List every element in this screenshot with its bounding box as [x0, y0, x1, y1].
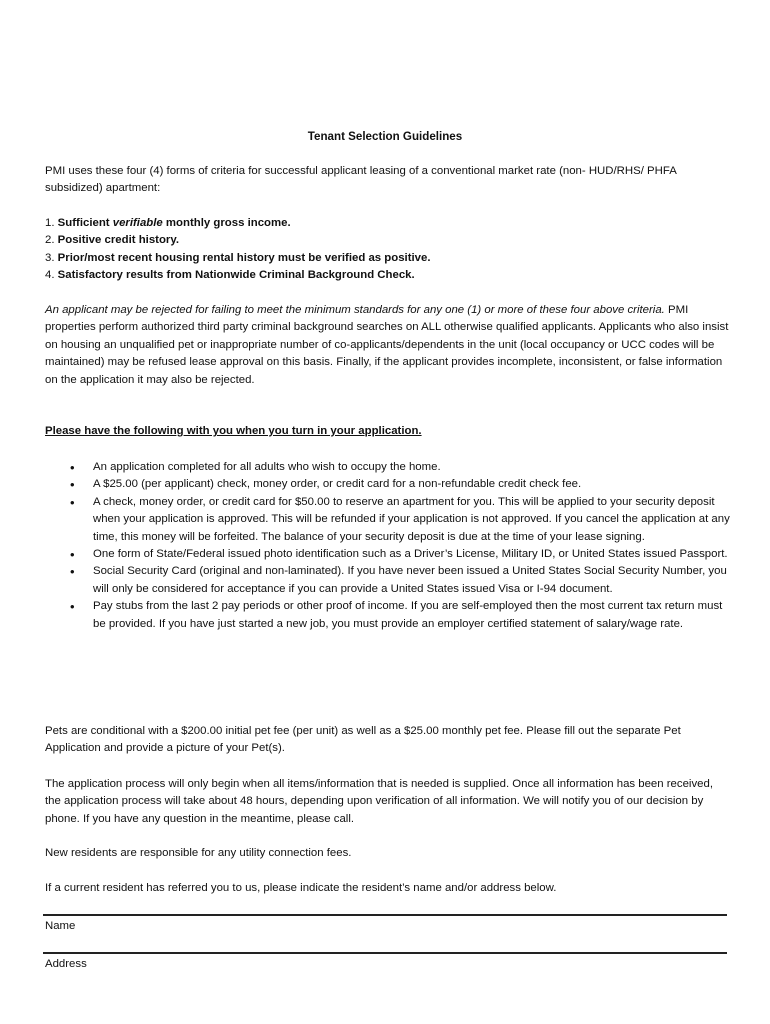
list-item: • Pay stubs from the last 2 pay periods or other proof of income. If you are self-employed then the most current tax return must be provided. If you have just started a new job, you must provide an employer certified statement of salary/wage rate. — [45, 598, 730, 633]
rejection-text: PMI properties perform authorized third party criminal background searches on ALL otherwise qualified applicants. Applicants who also insist on housing an unqualified pet or inappropriate number of co-applicants/dependents in the unit (local occupancy or UCC codes will be maintained) may be refused lease approval on this basis. Finally, if the applicant provides incomplete, inconsistent, or false information on the application it may also be rejected. — [45, 304, 729, 386]
criteria-number: 2. — [45, 234, 58, 247]
list-item: • An application completed for all adults who wish to occupy the home. — [45, 459, 730, 476]
process-paragraph: The application process will only begin when all items/information that is needed is supplied. Once all information has been received, the application process will take about 48 hours, depending upon verification of all information. We will notify you of our decision by phone. If you have any question in the meantime, please call. — [45, 778, 713, 825]
criteria-item — [45, 267, 730, 284]
referral-paragraph: If a current resident has referred you to us, please indicate the resident’s name and/or address below. — [45, 882, 557, 894]
criteria-item — [45, 250, 730, 267]
criteria-item — [45, 215, 730, 232]
name-label: Name — [45, 920, 76, 932]
list-item: • A check, money order, or credit card for $50.00 to reserve an apartment for you. This will be applied to your security deposit when your application is approved. This will be refunded if your application is not approved. If you cancel the application at any time, this money will be forfeited. The balance of your security deposit is due at the time of your lease signing. — [45, 494, 730, 546]
criteria-text: Positive credit history. — [57, 234, 179, 247]
rejection-paragraph — [45, 302, 730, 389]
criteria-list — [45, 215, 730, 285]
criteria-text: Prior/most recent housing rental history must be verified as positive. — [57, 251, 431, 264]
checklist-heading: Please have the following with you when you turn in your application. — [45, 425, 422, 437]
address-label: Address — [45, 958, 87, 970]
checklist — [45, 459, 730, 633]
criteria-number: 1. — [45, 217, 58, 229]
rejection-italic: An applicant may be rejected for failing to meet the minimum standards for any one (1) or more of these four above criteria. — [45, 304, 665, 316]
list-item: • A $25.00 (per applicant) check, money order, or credit card for a non-refundable credit check fee. — [45, 476, 730, 493]
criteria-item — [45, 232, 730, 249]
pets-paragraph: Pets are conditional with a $200.00 initial pet fee (per unit) as well as a $25.00 monthly pet fee. Please fill out the separate Pet Application and provide a picture of your Pet(s). — [45, 725, 681, 755]
criteria-emphasis: verifiable — [112, 217, 163, 229]
page-title: Tenant Selection Guidelines — [307, 130, 463, 143]
criteria-text: monthly gross income. — [162, 217, 291, 229]
list-item: • Social Security Card (original and non-laminated). If you have never been issued a United States Social Security Number, you will only be considered for acceptance if you can provide a United States issued Visa or I-94 document. — [45, 563, 730, 598]
criteria-number: 4. — [45, 269, 58, 282]
name-line[interactable] — [43, 914, 727, 916]
intro-paragraph: PMI uses these four (4) forms of criteria for successful applicant leasing of a conventional market rate (non- HUD/RHS/ PHFA subsidized) apartment: — [45, 165, 677, 195]
criteria-text: Sufficient — [57, 217, 113, 229]
criteria-text: Satisfactory results from Nationwide Criminal Background Check. — [57, 269, 415, 282]
address-line[interactable] — [43, 952, 727, 954]
criteria-number: 3. — [45, 251, 58, 264]
list-item: • One form of State/Federal issued photo identification such as a Driver’s License, Military ID, or United States issued Passport. — [45, 546, 730, 563]
utilities-paragraph: New residents are responsible for any utility connection fees. — [45, 847, 352, 859]
